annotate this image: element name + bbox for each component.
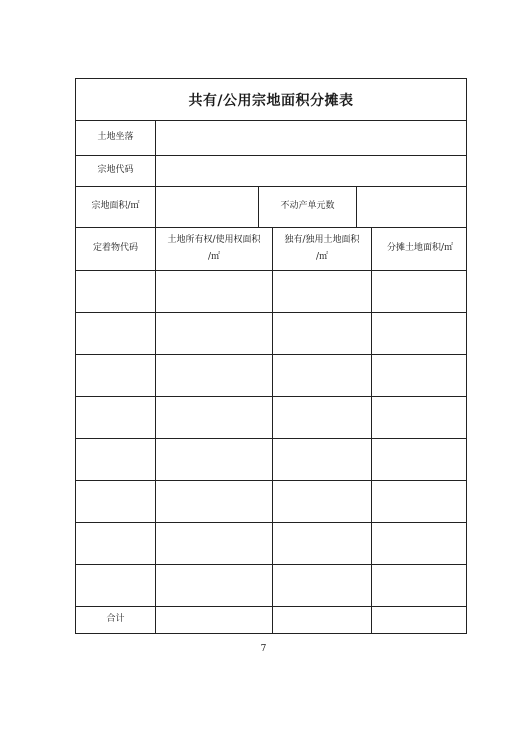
cell-apportioned-area[interactable] [372,313,468,354]
cell-fixture-code[interactable] [76,355,156,396]
cell-fixture-code[interactable] [76,271,156,312]
cell-exclusive-area[interactable] [273,439,372,480]
cell-apportioned-area[interactable] [372,481,468,522]
unit-count-value[interactable] [357,187,468,227]
page-number: 7 [260,644,267,654]
header-exclusive-area [273,228,372,270]
cell-apportioned-area[interactable] [372,523,468,564]
table-row [76,397,466,439]
header-fixture-code: 定着物代码 [76,228,156,270]
parcel-area-label: 宗地面积/㎡ [76,187,156,227]
cell-ownership-area[interactable] [156,481,273,522]
cell-ownership-area[interactable] [156,355,273,396]
cell-fixture-code[interactable] [76,439,156,480]
parcel-code-value[interactable] [156,156,468,186]
cell-fixture-code[interactable] [76,481,156,522]
cell-ownership-area[interactable] [156,523,273,564]
cell-exclusive-area[interactable] [273,481,372,522]
cell-fixture-code[interactable] [76,565,156,606]
header-ownership-area-line2: /㎡ [207,252,221,262]
cell-apportioned-area[interactable] [372,271,468,312]
cell-ownership-area[interactable] [156,313,273,354]
cell-ownership-area[interactable] [156,397,273,438]
total-ownership-area[interactable] [156,607,273,633]
table-row [76,565,466,607]
cell-exclusive-area[interactable] [273,523,372,564]
cell-fixture-code[interactable] [76,313,156,354]
table-header-row [76,228,466,271]
table-row [76,355,466,397]
cell-apportioned-area[interactable] [372,397,468,438]
header-ownership-area-line1: 土地所有权/使用权面积 [167,234,261,245]
cell-ownership-area[interactable] [156,565,273,606]
table-row [76,481,466,523]
total-row [76,607,466,633]
cell-exclusive-area[interactable] [273,565,372,606]
cell-apportioned-area[interactable] [372,355,468,396]
parcel-code-row [76,156,466,187]
cell-ownership-area[interactable] [156,271,273,312]
location-value[interactable] [156,121,468,155]
table-row [76,271,466,313]
unit-count-label: 不动产单元数 [259,187,357,227]
table-row [76,313,466,355]
area-apportionment-form [75,78,467,634]
cell-apportioned-area[interactable] [372,565,468,606]
total-apportioned-area[interactable] [372,607,468,633]
location-row [76,121,466,156]
cell-exclusive-area[interactable] [273,271,372,312]
total-exclusive-area[interactable] [273,607,372,633]
header-apportioned-area: 分摊土地面积/㎡ [386,243,454,254]
cell-fixture-code[interactable] [76,397,156,438]
cell-exclusive-area[interactable] [273,313,372,354]
header-exclusive-area-line2: /㎡ [315,252,329,262]
parcel-code-label: 宗地代码 [76,156,156,186]
cell-apportioned-area[interactable] [372,439,468,480]
cell-exclusive-area[interactable] [273,355,372,396]
total-label: 合计 [76,607,156,633]
parcel-area-value[interactable] [156,187,259,227]
table-row [76,439,466,481]
location-label: 土地坐落 [76,121,156,155]
header-ownership-area [156,228,273,270]
header-exclusive-area-line1: 独有/独用土地面积 [284,234,360,245]
cell-ownership-area[interactable] [156,439,273,480]
cell-exclusive-area[interactable] [273,397,372,438]
form-title: 共有/公用宗地面积分摊表 [76,79,466,121]
cell-fixture-code[interactable] [76,523,156,564]
table-row [76,523,466,565]
parcel-area-row [76,187,466,228]
